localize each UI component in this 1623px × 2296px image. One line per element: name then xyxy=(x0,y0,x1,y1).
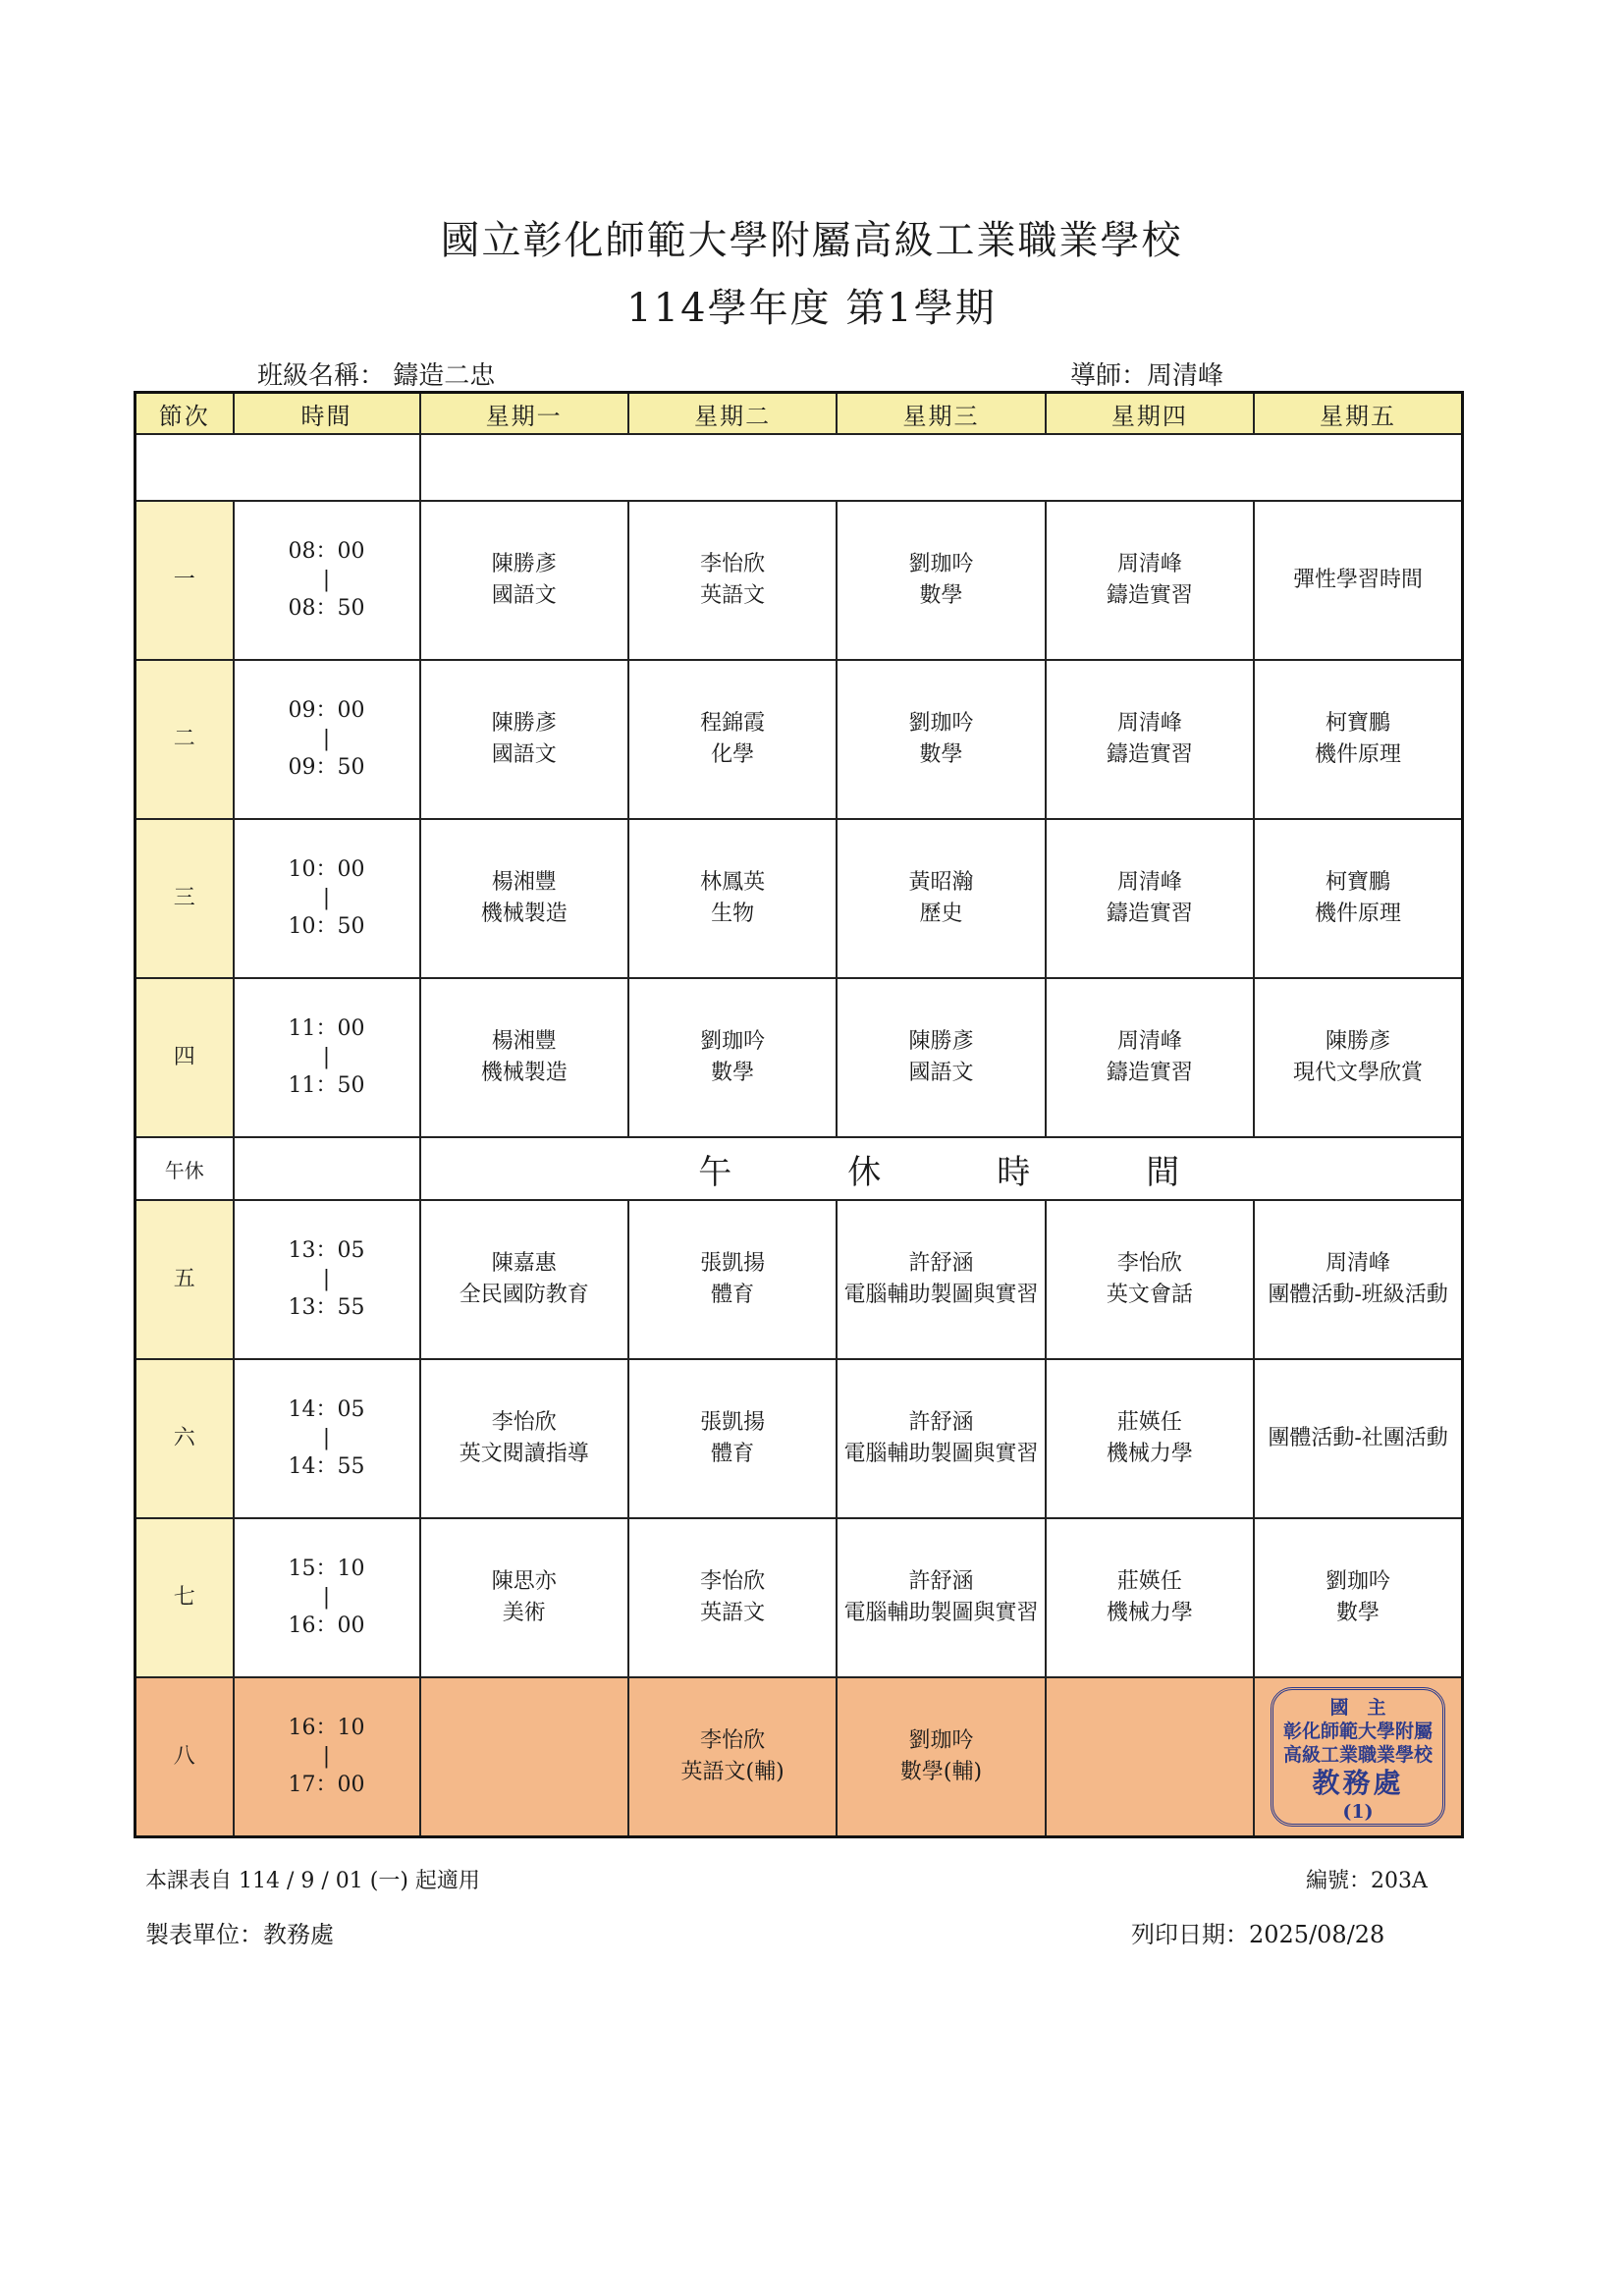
blank-cell xyxy=(135,434,420,501)
teacher-name: 林鳳英 xyxy=(700,870,766,895)
term-title: 114學年度 第1學期 xyxy=(626,286,997,331)
class-cell xyxy=(1254,1359,1462,1518)
class-cell xyxy=(628,1359,837,1518)
period-row xyxy=(135,1359,1463,1518)
time-cell xyxy=(234,1677,420,1837)
period-label: 七 xyxy=(135,1518,234,1677)
seal-text: 高級工業職業學校 xyxy=(1283,1743,1434,1766)
subject-name: 數學 xyxy=(919,742,963,767)
subject-name: 鑄造實習 xyxy=(1106,902,1193,926)
class-cell xyxy=(628,819,837,978)
class-cell xyxy=(1046,978,1254,1137)
subject-name: 現代文學欣賞 xyxy=(1293,1061,1424,1085)
column-header: 星期一 xyxy=(420,393,628,435)
time-cell xyxy=(234,501,420,660)
subject-name: 團體活動-班級活動 xyxy=(1268,1283,1448,1307)
teacher-name: 劉珈吟 xyxy=(908,552,974,576)
teacher-name: 莊媖任 xyxy=(1116,1410,1182,1435)
period-label: 二 xyxy=(135,660,234,819)
period-label: 一 xyxy=(135,501,234,660)
time-separator: | xyxy=(322,1585,331,1610)
time-separator: | xyxy=(322,1426,331,1450)
class-cell xyxy=(420,819,628,978)
blank-cell xyxy=(420,434,1463,501)
time-cell xyxy=(234,1200,420,1359)
subject-name: 電腦輔助製圖與實習 xyxy=(843,1283,1039,1307)
subject-name: 美術 xyxy=(502,1601,546,1625)
class-cell xyxy=(628,501,837,660)
subject-name: 國語文 xyxy=(491,742,557,767)
end-time: 14：55 xyxy=(288,1454,365,1479)
class-cell xyxy=(837,1359,1045,1518)
time-separator: | xyxy=(322,1045,331,1069)
time-separator: | xyxy=(322,568,331,592)
class-cell xyxy=(1254,660,1462,819)
teacher-name: 陳思亦 xyxy=(491,1569,557,1594)
teacher-name: 周清峰 xyxy=(1116,552,1182,576)
time-cell xyxy=(234,1359,420,1518)
time-separator: | xyxy=(322,727,331,751)
class-label: 班級名稱： xyxy=(257,361,386,391)
class-cell xyxy=(1046,1677,1254,1837)
class-cell xyxy=(628,1518,837,1677)
class-cell xyxy=(420,501,628,660)
column-header: 星期四 xyxy=(1046,393,1254,435)
subject-name: 歷史 xyxy=(919,902,963,926)
teacher-name: 李怡欣 xyxy=(700,1569,766,1594)
subject-name: 化學 xyxy=(711,742,755,767)
start-time: 16：10 xyxy=(288,1716,365,1740)
subject-name: 英語文 xyxy=(700,583,766,608)
teacher-name: 柯寶鵬 xyxy=(1325,711,1391,736)
class-cell xyxy=(1254,1518,1462,1677)
class-cell xyxy=(1046,501,1254,660)
class-cell xyxy=(1046,1200,1254,1359)
teacher-name: 周清峰 xyxy=(1116,711,1182,736)
subject-name: 機械製造 xyxy=(480,902,568,926)
class-cell xyxy=(837,1200,1045,1359)
class-cell xyxy=(1046,819,1254,978)
class-cell xyxy=(1046,1359,1254,1518)
teacher-name: 程錦霞 xyxy=(700,711,766,736)
class-cell xyxy=(628,978,837,1137)
time-separator: | xyxy=(322,886,331,910)
time-cell xyxy=(234,978,420,1137)
class-cell xyxy=(837,1677,1045,1837)
class-cell xyxy=(420,978,628,1137)
end-time: 10：50 xyxy=(288,914,365,939)
seal-text: 教務處 xyxy=(1312,1766,1404,1799)
class-cell xyxy=(837,501,1045,660)
teacher-name: 陳勝彥 xyxy=(908,1029,974,1054)
end-time: 09：50 xyxy=(288,755,365,780)
start-time: 13：05 xyxy=(288,1238,365,1263)
time-cell xyxy=(234,660,420,819)
teacher-name: 周清峰 xyxy=(1147,361,1224,391)
teacher-name: 李怡欣 xyxy=(491,1410,557,1435)
subject-name: 機件原理 xyxy=(1315,742,1402,767)
teacher-name: 莊媖任 xyxy=(1116,1569,1182,1594)
class-cell xyxy=(837,978,1045,1137)
subject-name: 數學 xyxy=(1336,1601,1380,1625)
teacher-name: 李怡欣 xyxy=(700,1728,766,1753)
teacher-name: 劉珈吟 xyxy=(1325,1569,1391,1594)
teacher-name: 許舒涵 xyxy=(908,1569,974,1594)
subject-name: 全民國防教育 xyxy=(459,1283,589,1307)
class-cell xyxy=(420,1359,628,1518)
class-cell xyxy=(1254,501,1462,660)
class-cell xyxy=(420,1677,628,1837)
period-row xyxy=(135,660,1463,819)
subject-name: 彈性學習時間 xyxy=(1293,568,1424,592)
teacher-label: 導師： xyxy=(1070,361,1148,391)
subject-name: 生物 xyxy=(711,902,755,926)
teacher-name: 陳嘉惠 xyxy=(491,1251,557,1276)
seal-text: 國 主 xyxy=(1329,1696,1386,1719)
end-time: 17：00 xyxy=(288,1773,365,1797)
period-row xyxy=(135,1200,1463,1359)
subject-name: 數學 xyxy=(711,1061,755,1085)
start-time: 09：00 xyxy=(288,698,365,723)
teacher-name: 劉珈吟 xyxy=(908,1728,974,1753)
subject-name: 機件原理 xyxy=(1315,902,1402,926)
teacher-name: 周清峰 xyxy=(1325,1251,1391,1276)
class-info xyxy=(257,355,495,392)
period-label: 三 xyxy=(135,819,234,978)
teacher-name: 張凱揚 xyxy=(700,1410,766,1435)
lunch-label: 午休 xyxy=(135,1137,234,1200)
teacher-name: 楊湘豐 xyxy=(491,1029,557,1054)
period-label: 四 xyxy=(135,978,234,1137)
time-separator: | xyxy=(322,1744,331,1769)
period-row xyxy=(135,978,1463,1137)
subject-name: 機械力學 xyxy=(1106,1601,1193,1625)
class-cell xyxy=(1254,1200,1462,1359)
office-seal xyxy=(1271,1687,1445,1827)
class-cell xyxy=(1046,660,1254,819)
teacher-name: 張凱揚 xyxy=(700,1251,766,1276)
seal-text: (1) xyxy=(1342,1800,1374,1823)
teacher-info xyxy=(1070,355,1223,392)
teacher-name: 黃昭瀚 xyxy=(908,870,974,895)
end-time: 11：50 xyxy=(288,1073,365,1098)
teacher-name: 許舒涵 xyxy=(908,1251,974,1276)
header-row xyxy=(135,393,1463,435)
teacher-name: 李怡欣 xyxy=(700,552,766,576)
subject-name: 體育 xyxy=(711,1442,755,1466)
teacher-name: 周清峰 xyxy=(1116,870,1182,895)
class-cell xyxy=(837,1518,1045,1677)
teacher-name: 劉珈吟 xyxy=(908,711,974,736)
class-cell xyxy=(420,660,628,819)
school-title: 國立彰化師範大學附屬高級工業職業學校 xyxy=(440,218,1183,263)
column-header: 星期五 xyxy=(1254,393,1462,435)
end-time: 08：50 xyxy=(288,596,365,621)
column-header: 星期三 xyxy=(837,393,1045,435)
teacher-name: 周清峰 xyxy=(1116,1029,1182,1054)
class-cell xyxy=(1254,819,1462,978)
class-cell xyxy=(837,660,1045,819)
lunch-time-cell xyxy=(234,1137,420,1200)
subject-name: 英語文(輔) xyxy=(680,1760,784,1784)
start-time: 14：05 xyxy=(288,1397,365,1422)
period-row xyxy=(135,819,1463,978)
subject-name: 英文閱讀指導 xyxy=(459,1442,589,1466)
print-date: 列印日期：2025/08/28 xyxy=(1131,1921,1385,1948)
class-cell xyxy=(628,1677,837,1837)
start-time: 10：00 xyxy=(288,857,365,882)
subject-name: 團體活動-社團活動 xyxy=(1268,1426,1448,1450)
subject-name: 電腦輔助製圖與實習 xyxy=(843,1601,1039,1625)
end-time: 13：55 xyxy=(288,1295,365,1320)
class-cell xyxy=(837,819,1045,978)
subject-name: 鑄造實習 xyxy=(1106,1061,1193,1085)
period-label: 五 xyxy=(135,1200,234,1359)
issuing-unit: 製表單位：教務處 xyxy=(145,1921,334,1948)
teacher-name: 楊湘豐 xyxy=(491,870,557,895)
teacher-name: 柯寶鵬 xyxy=(1325,870,1391,895)
subject-name: 電腦輔助製圖與實習 xyxy=(843,1442,1039,1466)
period-row xyxy=(135,1677,1463,1837)
effective-date-note: 本課表自 114 / 9 / 01 (一) 起適用 xyxy=(145,1869,480,1893)
teacher-name: 劉珈吟 xyxy=(700,1029,766,1054)
subject-name: 鑄造實習 xyxy=(1106,583,1193,608)
time-cell xyxy=(234,1518,420,1677)
teacher-name: 陳勝彥 xyxy=(491,552,557,576)
subject-name: 英語文 xyxy=(700,1601,766,1625)
time-cell xyxy=(234,819,420,978)
start-time: 15：10 xyxy=(288,1557,365,1581)
class-cell xyxy=(628,1200,837,1359)
class-cell xyxy=(420,1518,628,1677)
class-cell xyxy=(628,660,837,819)
column-header: 節次 xyxy=(135,393,234,435)
class-cell xyxy=(1046,1518,1254,1677)
subject-name: 數學 xyxy=(919,583,963,608)
class-cell xyxy=(1254,978,1462,1137)
teacher-name: 陳勝彥 xyxy=(491,711,557,736)
period-row xyxy=(135,1518,1463,1677)
subject-name: 機械力學 xyxy=(1106,1442,1193,1466)
subject-name: 體育 xyxy=(711,1283,755,1307)
column-header: 時間 xyxy=(234,393,420,435)
subject-name: 英文會話 xyxy=(1106,1283,1193,1307)
period-label: 八 xyxy=(135,1677,234,1837)
seal-text: 彰化師範大學附屬 xyxy=(1283,1720,1434,1742)
period-row xyxy=(135,501,1463,660)
lunch-row xyxy=(135,1137,1463,1200)
subject-name: 機械製造 xyxy=(480,1061,568,1085)
teacher-name: 陳勝彥 xyxy=(1325,1029,1391,1054)
end-time: 16：00 xyxy=(288,1613,365,1638)
subject-name: 鑄造實習 xyxy=(1106,742,1193,767)
period-label: 六 xyxy=(135,1359,234,1518)
subject-name: 國語文 xyxy=(491,583,557,608)
class-cell xyxy=(420,1200,628,1359)
teacher-name: 李怡欣 xyxy=(1116,1251,1182,1276)
column-header: 星期二 xyxy=(628,393,837,435)
teacher-name: 許舒涵 xyxy=(908,1410,974,1435)
subject-name: 數學(輔) xyxy=(899,1760,983,1784)
lunch-text: 午 休 時 間 xyxy=(420,1137,1463,1200)
subject-name: 國語文 xyxy=(908,1061,974,1085)
time-separator: | xyxy=(322,1267,331,1291)
class-name: 鑄造二忠 xyxy=(393,361,496,391)
stamp-cell xyxy=(1254,1677,1462,1837)
timetable xyxy=(134,391,1464,1838)
blank-row xyxy=(135,434,1463,501)
start-time: 08：00 xyxy=(288,539,365,564)
start-time: 11：00 xyxy=(288,1016,365,1041)
schedule-code: 編號：203A xyxy=(1306,1869,1428,1893)
